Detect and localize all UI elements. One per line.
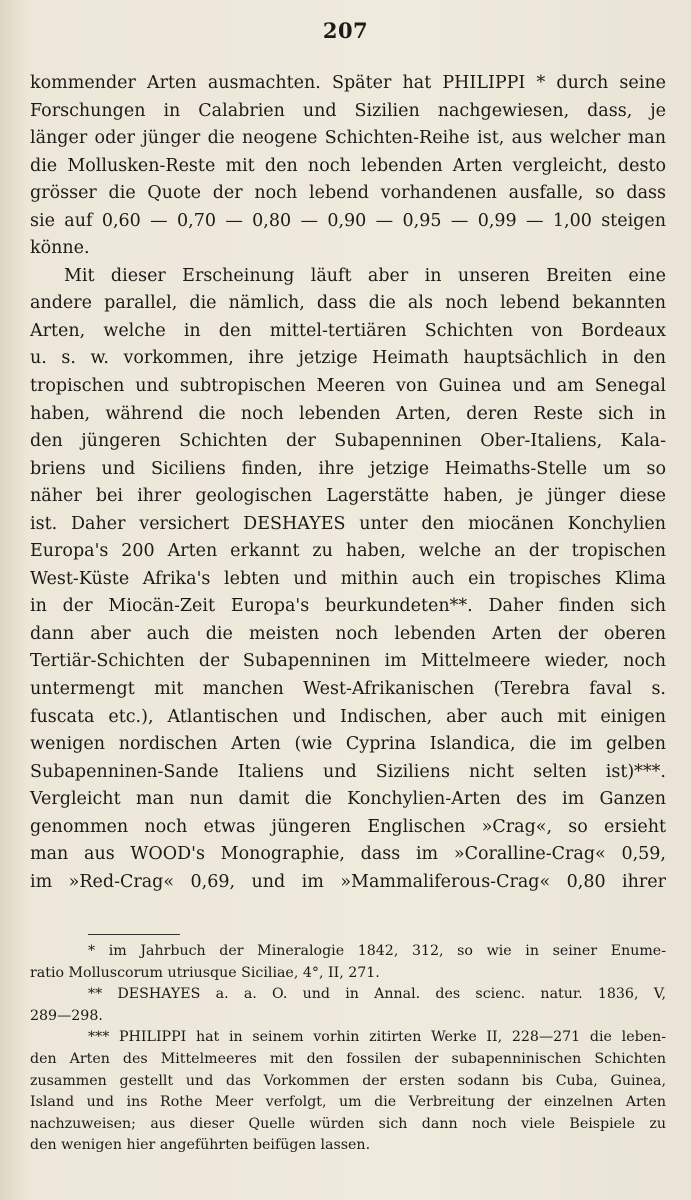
text-line: dann aber auch die meisten noch lebenden Arten der oberen bbox=[30, 623, 666, 644]
text-line: tropischen und subtropischen Meeren von Guinea und am Senegal bbox=[30, 376, 666, 397]
text-line: könne. bbox=[30, 238, 90, 259]
text-line: ist. Daher versichert DESHAYES unter den miocänen Konchylien bbox=[30, 513, 666, 534]
text-line: andere parallel, die nämlich, dass die als noch lebend bekannten bbox=[30, 293, 666, 314]
footnote-line: zusammen gestellt und das Vorkommen der ersten sodann bis Cuba, Guinea, bbox=[30, 1072, 666, 1089]
text-line: West-Küste Afrika's lebten und mithin auch ein tropisches Klima bbox=[30, 568, 666, 589]
text-line: näher bei ihrer geologischen Lagerstätte haben, je jünger diese bbox=[30, 486, 666, 507]
footnote-line: nachzuweisen; aus dieser Quelle würden sich dann noch viele Beispiele zu bbox=[30, 1115, 666, 1132]
text-line: in der Miocän-Zeit Europa's beurkundeten**. Daher finden sich bbox=[30, 596, 666, 617]
text-line: man aus WOOD's Monographie, dass im »Coralline-Crag« 0,59, bbox=[30, 844, 666, 865]
footnote-line: Island und ins Rothe Meer verfolgt, um die Verbreitung der einzelnen Arten bbox=[30, 1094, 666, 1111]
text-line: untermengt mit manchen West-Afrikanischen (Terebra faval s. bbox=[30, 679, 666, 700]
text-line: Forschungen in Calabrien und Sizilien nachgewiesen, dass, je bbox=[30, 100, 666, 121]
footnote-divider bbox=[88, 934, 180, 935]
text-line: fuscata etc.), Atlantischen und Indischen, aber auch mit einigen bbox=[30, 706, 666, 727]
text-line: genommen noch etwas jüngeren Englischen »Crag«, so ersieht bbox=[30, 816, 666, 837]
text-line: länger oder jünger die neogene Schichten-Reihe ist, aus welcher man bbox=[30, 128, 666, 149]
text-line: wenigen nordischen Arten (wie Cyprina Islandica, die im gelben bbox=[30, 734, 666, 755]
footnote-line: 289—298. bbox=[30, 1007, 103, 1024]
text-line: grösser die Quote der noch lebend vorhandenen ausfalle, so dass bbox=[30, 183, 666, 204]
footnote-line: ** DESHAYES a. a. O. und in Annal. des scienc. natur. 1836, V, bbox=[88, 986, 666, 1003]
footnote-line: *** PHILIPPI hat in seinem vorhin zitirten Werke II, 228—271 die leben- bbox=[88, 1029, 666, 1046]
footnote-line: * im Jahrbuch der Mineralogie 1842, 312, so wie in seiner Enume- bbox=[88, 943, 666, 959]
text-line: kommender Arten ausmachten. Später hat PHILIPPI * durch seine bbox=[30, 73, 666, 93]
footnote-line: den Arten des Mittelmeeres mit den fossilen der subapenninischen Schichten bbox=[30, 1050, 666, 1067]
text-line: sie auf 0,60 — 0,70 — 0,80 — 0,90 — 0,95 — 0,99 — 1,00 steigen bbox=[30, 210, 666, 231]
text-line: Subapenninen-Sande Italiens und Siziliens nicht selten ist)***. bbox=[30, 761, 666, 782]
text-line: haben, während die noch lebenden Arten, deren Reste sich in bbox=[30, 403, 666, 424]
text-line: die Mollusken-Reste mit den noch lebenden Arten vergleicht, desto bbox=[30, 155, 666, 176]
text-line: Vergleicht man nun damit die Konchylien-Arten des im Ganzen bbox=[30, 789, 666, 810]
main-text bbox=[30, 70, 666, 896]
footnotes bbox=[30, 941, 666, 1157]
footnote-line: ratio Molluscorum utriusque Siciliae, 4°, II, 271. bbox=[30, 964, 380, 981]
footnote-line: den wenigen hier angeführten beifügen lassen. bbox=[30, 1137, 371, 1154]
text-line: Tertiär-Schichten der Subapenninen im Mittelmeere wieder, noch bbox=[30, 651, 666, 672]
text-line: Arten, welche in den mittel-tertiären Schichten von Bordeaux bbox=[30, 320, 666, 341]
page-number: 207 bbox=[322, 18, 369, 43]
text-line: u. s. w. vorkommen, ihre jetzige Heimath hauptsächlich in den bbox=[30, 348, 666, 369]
text-line: briens und Siciliens finden, ihre jetzige Heimaths-Stelle um so bbox=[30, 458, 666, 479]
text-line: im »Red-Crag« 0,69, und im »Mammaliferous-Crag« 0,80 ihrer bbox=[30, 871, 666, 892]
text-line: den jüngeren Schichten der Subapenninen Ober-Italiens, Kala- bbox=[30, 431, 666, 452]
text-line: Europa's 200 Arten erkannt zu haben, welche an der tropischen bbox=[30, 541, 666, 562]
text-line: Mit dieser Erscheinung läuft aber in unseren Breiten eine bbox=[64, 265, 666, 286]
